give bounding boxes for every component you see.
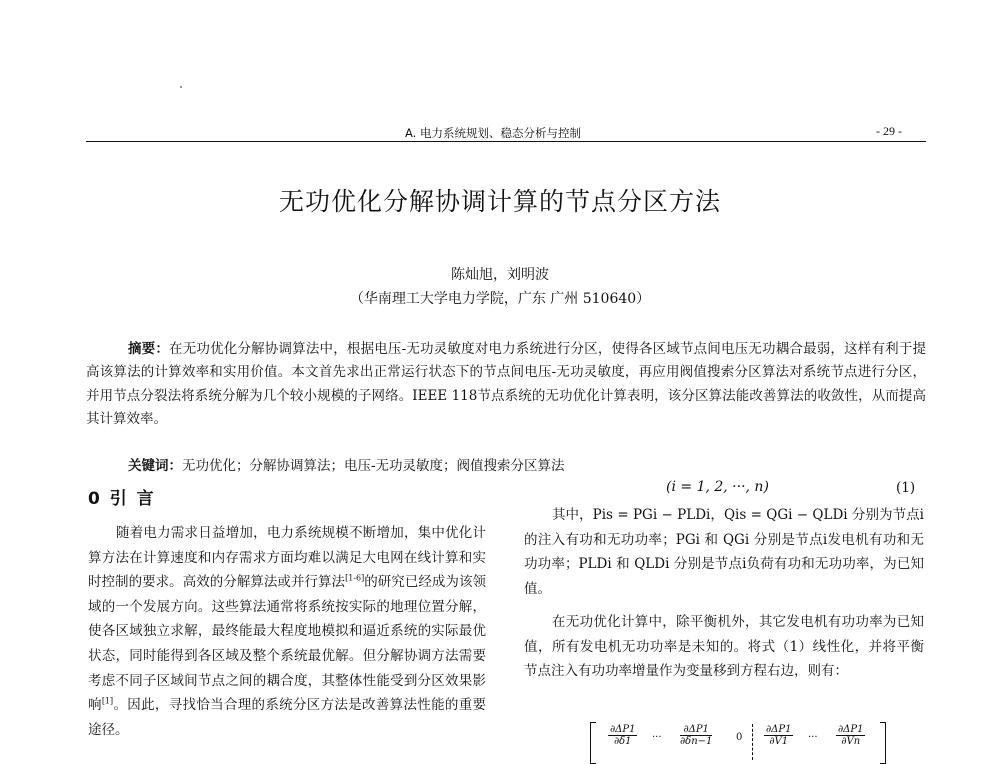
matrix-entry <box>764 724 793 747</box>
intro-text-3: 。因此，寻找恰当合理的系统分区方法是改善算法性能的重要途径。 <box>88 697 487 738</box>
matrix-entry <box>836 724 865 747</box>
citation: [1-6] <box>345 573 365 583</box>
right-paragraph-1: 其中，Pis = PGi − PLDi，Qis = QGi − QLDi 分别为节点i的注入有功和无功功率；PGi 和 QGi 分别是节点i发电机有功和无功功率；PLDi 和 QLDi 分别是节点i负荷有功和无功功率，为已知值。 <box>524 507 924 597</box>
keywords <box>128 454 565 474</box>
numerator: ∂ΔP1 <box>766 724 792 735</box>
ellipsis: ··· <box>652 732 662 743</box>
denominator: ∂Vn <box>841 736 861 747</box>
running-title: A. 电力系统规划、稳态分析与控制 <box>405 126 581 140</box>
matrix-bracket-left <box>590 722 596 764</box>
numerator: ∂ΔP1 <box>610 724 636 735</box>
ellipsis: ··· <box>808 732 818 743</box>
intro-paragraph <box>88 521 486 742</box>
matrix-entry <box>608 724 637 747</box>
numerator: ∂ΔP1 <box>680 724 712 736</box>
matrix-bracket-right <box>880 722 886 764</box>
matrix-entry <box>680 724 712 747</box>
header-rule <box>86 141 926 142</box>
abstract-label: 摘要： <box>128 341 170 357</box>
abstract-text: 在无功优化分解协调算法中，根据电压-无功灵敏度对电力系统进行分区，使得各区域节点间电压无功耦合最弱，这样有利于提高该算法的计算效率和实用价值。本文首先求出正常运行状态下的节点间电压-无功灵敏度，再应用阀值搜索分区算法对系统节点进行分区，并用节点分裂法将系统分解为几个较小规模的子网络。IEEE 118节点系统的无功优化计算表明，该分区算法能改善算法的收敛性，从而提高其计算效率。 <box>86 341 927 427</box>
denominator: ∂δn−1 <box>680 736 713 747</box>
affiliation: （华南理工大学电力学院，广东 广州 510640） <box>349 291 651 307</box>
right-paragraph-2: 在无功优化计算中，除平衡机外，其它发电机有功功率为已知值，所有发电机无功功率是未知的。将式（1）线性化，并将平衡节点注入有功功率增量作为变量移到方程右边，则有： <box>524 614 924 680</box>
scan-speck <box>180 86 182 88</box>
denominator: ∂δ1 <box>613 736 632 747</box>
page-number: - 29 - <box>876 124 902 138</box>
numerator: ∂ΔP1 <box>838 724 864 735</box>
matrix-partition <box>752 724 753 760</box>
equation-number: (1) <box>896 480 916 496</box>
denominator: ∂V1 <box>769 736 789 747</box>
abstract <box>86 338 926 431</box>
matrix-zero: 0 <box>736 732 743 743</box>
keywords-text: 无功优化；分解协调算法；电压-无功灵敏度；阀值搜索分区算法 <box>182 458 565 474</box>
intro-text-2: 的研究已经成为该领域的一个发展方向。这些算法通常将系统按实际的地理位置分解，使各区域独立求解，最终能最大程度地模拟和逼近系统的实际最优状态，同时能得到各区域及整个系统最优解。但分解协调方法需要考虑不同子区域间节点之间的耦合度，其整体性能受到分区效果影响 <box>88 574 486 714</box>
section-heading: 0 引 言 <box>88 489 156 509</box>
citation: [1] <box>101 696 114 706</box>
paper-title: 无功优化分解协调计算的节点分区方法 <box>278 187 721 216</box>
intro-text-1: 随着电力需求日益增加，电力系统规模不断增加，集中优化计算方法在计算速度和内存需求方面均难以满足大电网在线计算和实时控制的要求。高效的分解算法或并行算法 <box>88 525 486 591</box>
equation-condition: (i = 1, 2, ···, n) <box>666 479 769 495</box>
authors: 陈灿旭，刘明波 <box>451 267 549 283</box>
keywords-label: 关键词： <box>128 458 182 474</box>
